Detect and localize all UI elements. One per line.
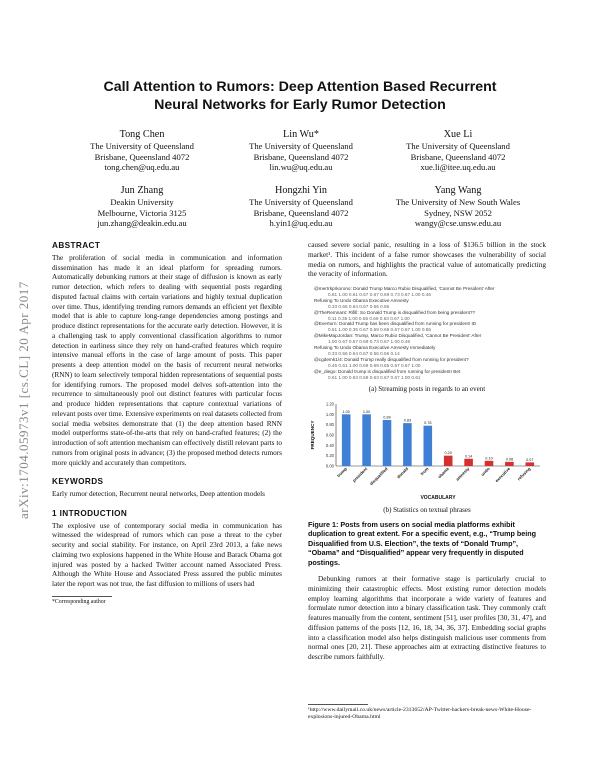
y-tick-label: 0.40 <box>325 443 334 449</box>
tweet-text: @TheRemnant: Rifill: So Donald Trump is disqualified from being president?? <box>314 309 476 315</box>
x-axis-title: VOCABULARY <box>420 495 456 502</box>
keywords-heading: KEYWORDS <box>52 477 104 487</box>
bar <box>424 426 433 466</box>
author-affiliation: The University of Queensland <box>406 141 510 151</box>
author-name: Lin Wu* <box>283 129 319 140</box>
data-label: 1.00 <box>342 410 350 415</box>
x-tick-label: disqualified <box>368 466 389 487</box>
author-email[interactable]: wangy@cse.unsw.edu.au <box>414 218 502 229</box>
author-3 <box>374 128 542 173</box>
bar <box>505 462 514 466</box>
corresponding-author-footnote: *Corresponding author <box>52 598 106 605</box>
introduction-heading: 1 INTRODUCTION <box>52 508 128 518</box>
tweet-scores: 0.81 1.00 0.61 0.67 0.67 0.69 0.73 0.67 1.00 0.46 <box>328 291 431 297</box>
tweet-scores: 0.33 0.56 0.64 0.67 0.56 0.56 0.14 <box>328 350 400 356</box>
streaming-posts-figure <box>308 286 546 381</box>
bar <box>362 415 371 467</box>
tweet-scores: 0.33 0.56 0.64 0.67 0.56 0.56 <box>328 303 390 309</box>
bar <box>526 463 535 467</box>
x-tick-label: refusing <box>516 466 532 482</box>
author-name: Jun Zhang <box>120 185 164 196</box>
x-tick-label: undo <box>479 466 491 478</box>
bar <box>383 420 392 466</box>
y-tick-label: 0.60 <box>325 432 334 438</box>
author-affiliation: The University of Queensland <box>249 197 353 207</box>
y-tick-label: 1.20 <box>325 401 334 407</box>
tweet-text: @mertrkprkorono: Donald Trump Marco Rubio Disqualified, 'Cannot Be President' After <box>314 286 495 291</box>
x-tick-label: from <box>419 466 430 477</box>
author-affiliation: The University of Queensland <box>249 141 353 151</box>
bar <box>464 459 473 466</box>
x-tick-label: trump <box>335 466 348 479</box>
url-footnote[interactable]: ¹http://www.dailymail.co.uk/news/article-2313652/AP-Twitter-hackers-break-news-White-House-explosions-injured-Obama.html <box>308 707 532 721</box>
data-label: 0.83 <box>403 418 412 423</box>
tweet-scores: 0.45 0.61 1.00 0.69 0.69 0.65 0.67 0.67 1.00 <box>328 362 421 368</box>
author-2 <box>217 128 385 173</box>
author-address: Melbourne, Victoria 3125 <box>97 207 187 218</box>
x-tick-label: executive <box>494 466 512 484</box>
vocabulary-frequency-chart <box>308 398 546 502</box>
data-label: 0.20 <box>444 451 452 456</box>
author-email[interactable]: xue.li@itee.uq.edu.au <box>420 162 496 173</box>
author-address: Brisbane, Queensland 4072 <box>410 151 506 162</box>
y-axis-title: FREQUENCY <box>310 420 315 450</box>
right-footnote-block <box>308 704 546 722</box>
paper-title <box>60 78 540 114</box>
author-5 <box>217 184 385 229</box>
bar <box>485 461 494 466</box>
tweet-scores: 0.61 1.00 0.35 0.67 0.69 0.69 0.67 0.67 1.00 0.65 <box>328 327 431 333</box>
introduction-text: The explosive use of contemporary social media in communication has witnessed the widespread of rumors which can pose a threat to the cyber security and social stability. For instance, on April 23rd 2013, a fake news claiming two explosions happened in the White House and Barack Obama got injured was posted by a hacked Twitter account named Associated Press. Although the White House and Associated Press assured the public minutes later the report was not true, the fast diffusion to millions of users had <box>52 521 282 588</box>
right-body-text: Debunking rumors at their formative stage is particularly crucial to minimizing their catastrophic effects. Most existing rumor detection models employ learning algorithms that incorporate a wide variety of features and formulate rumor detection into a binary classification task. They commonly craft features manually from the content, sentiment [51], user profiles [30, 31, 47], and diffusion patterns of the posts [12, 16, 18, 34, 36, 37]. Embedding social graphs into a classification model also helps distinguish malicious user comments from normal ones [20, 21]. These approaches aim at extracting distinctive features to describe rumors faithfully. <box>308 575 546 662</box>
tweet-text: Refusing To Undo Obama Executive Amnesty <box>314 297 409 303</box>
author-4 <box>58 184 226 229</box>
footnote-divider <box>52 596 112 597</box>
x-tick-label: donald <box>395 466 410 480</box>
tweet-text: @MikeMapJordan: Trump, Marco Rubio Disqualified, 'Cannot Be President' After <box>314 333 482 339</box>
right-column <box>308 241 546 663</box>
author-name: Xue Li <box>443 129 473 140</box>
title-line-1: Call Attention to Rumors: Deep Attention Based Recurrent <box>103 79 497 95</box>
subcaption-b: (b) Statistics on textual phrases <box>383 506 471 515</box>
data-label: 0.10 <box>485 456 493 461</box>
author-address: Brisbane, Queensland 4072 <box>253 151 349 162</box>
author-address: Brisbane, Queensland 4072 <box>253 207 349 218</box>
tweet-text: @cgdemk1/4: Donald Trump really disqualified from running for president? <box>314 356 469 362</box>
author-affiliation: Deakin University <box>110 197 174 207</box>
right-intro-text: caused severe social panic, resulting in a loss of $136.5 billion in the stock market¹. This incident of a false rumor showcases the vulnerability of social media on rumors, and highlights the practical value of automatically predicting the veracity of information. <box>308 241 546 279</box>
abstract-text: The proliferation of social media in communication and information dissemination has made it an ideal platform for spreading rumors. Automatically debunking rumors at their stage of diffusion is known as early rumor detection, which refers to dealing with sequential posts regarding disputed factual claims with certain variations and highly textual duplication over time. Thus, identifying trending rumors demands an efficient yet flexible model that is able to capture long-range dependencies among postings and produce distinct representations for the accurate early detection. However, it is a challenging task to apply conventional classification algorithms to rumor detection in earliness since they rely on hand-crafted features which require intensive manual efforts in the case of large amount of posts. This paper presents a deep attention model on the basis of recurrent neural networks (RNN) to learn selectively temporal hidden representations of sequential posts for identifying rumors. The proposed model delves soft-attention into the recurrence to simultaneously pool out distinct features with particular focus and produce hidden representations that capture contextual variations of relevant posts over time. Extensive experiments on real datasets collected from social media websites demonstrate that (1) the deep attention based RNN model outperforms state-of-the-arts that rely on hand-crafted features; (2) the introduction of soft attention mechanism can effectively distill relevant parts to rumors from original posts in advance; (3) the proposed method detects rumors more quickly and accurately than competitors. <box>52 253 282 467</box>
keywords-text: Early rumor detection, Recurrent neural networks, Deep attention models <box>52 490 265 498</box>
author-6 <box>374 184 542 229</box>
keywords-section <box>52 477 282 500</box>
y-tick-label: 0.00 <box>325 463 334 469</box>
author-1 <box>58 128 226 173</box>
chart-svg <box>308 398 546 502</box>
data-label: 0.89 <box>383 415 391 420</box>
author-email[interactable]: h.yin1@uq.edu.au <box>269 218 333 229</box>
subcaption-a: (a) Streaming posts in regards to an event <box>368 384 486 393</box>
y-tick-label: 1.00 <box>325 412 334 418</box>
x-tick-label: amnesty <box>454 466 471 482</box>
bar <box>403 423 412 466</box>
x-tick-label: president <box>351 466 369 484</box>
tweet-scores: 0.11 0.35 1.00 0.65 0.69 0.63 0.67 1.00 <box>328 315 410 321</box>
y-tick-label: 0.20 <box>325 453 334 459</box>
author-name: Tong Chen <box>119 129 165 140</box>
abstract-heading: ABSTRACT <box>52 241 101 250</box>
data-label: 0.78 <box>424 421 432 426</box>
tweet-text: @e_diego: Donald trump is disqualified from running for president! Bet <box>314 368 461 374</box>
data-label: 1.00 <box>362 410 371 415</box>
author-name: Yang Wang <box>434 185 482 196</box>
tweet-text: @Everturn: Donald Trump has been disqualified from running for president! ID <box>314 321 477 327</box>
author-address: Sydney, NSW 2052 <box>424 207 492 218</box>
tweet-scores: 1.00 0.67 0.67 0.69 0.73 0.67 1.00 0.46 <box>328 339 411 345</box>
author-address: Brisbane, Queensland 4072 <box>94 151 190 162</box>
introduction-section <box>52 509 282 590</box>
author-affiliation: The University of Queensland <box>90 141 194 151</box>
bar <box>444 456 453 466</box>
author-name: Hongzhi Yin <box>275 185 327 196</box>
tweet-text: Refusing To Undo Obama Executive Amnesty Immediately <box>314 345 436 351</box>
data-label: 0.14 <box>464 454 473 459</box>
data-label: 0.08 <box>505 457 514 462</box>
author-affiliation: The University of New South Wales <box>395 197 521 207</box>
left-column <box>52 241 282 607</box>
author-email[interactable]: tong.chen@uq.edu.au <box>104 162 180 173</box>
tweet-scores: 0.61 1.00 0.63 0.69 0.63 0.67 0.67 1.00 0.61 <box>328 374 421 380</box>
arxiv-stamp: arXiv:1704.05973v1 [cs.CL] 20 Apr 2017 <box>16 281 31 519</box>
author-email[interactable]: jun.zhang@deakin.edu.au <box>97 218 187 229</box>
data-label: 0.07 <box>526 458 534 463</box>
footnote-divider <box>308 704 368 705</box>
figure-caption: Figure 1: Posts from users on social media platforms exhibit duplication to great extent. For a specific event, e.g., “Trump being Disqualified from U.S. Election”, the texts of “Donald Trump”, “Obama” and “Disqualified” appear very frequently in disputed postings. <box>308 520 537 567</box>
y-tick-label: 0.80 <box>325 422 334 428</box>
bar <box>342 415 351 467</box>
x-tick-label: obama <box>436 466 450 480</box>
title-line-2: Neural Networks for Early Rumor Detection <box>154 97 446 113</box>
author-email[interactable]: lin.wu@uq.edu.au <box>269 162 333 173</box>
